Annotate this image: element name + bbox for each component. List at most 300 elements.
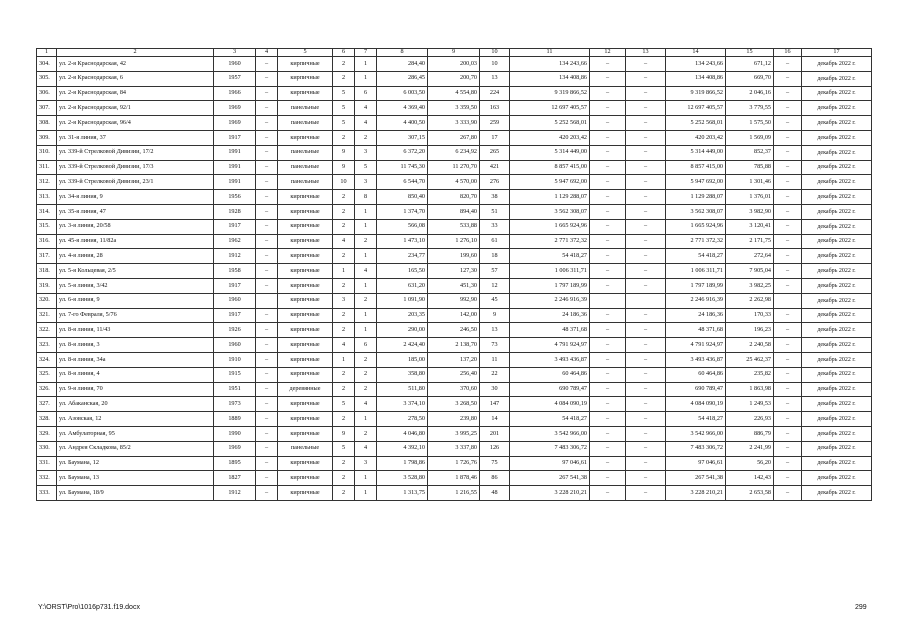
- table-cell: 3 493 436,87: [666, 352, 726, 367]
- table-cell: 326.: [37, 382, 57, 397]
- table-cell: –: [256, 278, 278, 293]
- table-cell: –: [590, 412, 626, 427]
- table-cell: 1917: [214, 308, 256, 323]
- table-cell: –: [256, 219, 278, 234]
- table-cell: 2 771 372,32: [666, 234, 726, 249]
- table-cell: 267 541,38: [666, 471, 726, 486]
- table-cell: 1926: [214, 323, 256, 338]
- table-cell: 1: [355, 71, 377, 86]
- table-cell: кирпичные: [278, 308, 333, 323]
- table-cell: декабрь 2022 г.: [802, 160, 872, 175]
- table-cell: 2 046,16: [726, 86, 774, 101]
- table-cell: 1: [333, 352, 355, 367]
- table-cell: ул. 45-я линия, 11/82а: [57, 234, 214, 249]
- table-cell: 239,80: [428, 412, 480, 427]
- table-cell: 4 369,40: [377, 101, 428, 116]
- table-cell: 1: [355, 412, 377, 427]
- column-number-header: 15: [726, 49, 774, 57]
- table-cell: 48 371,68: [510, 323, 590, 338]
- table-cell: 54 418,27: [666, 249, 726, 264]
- table-cell: 1917: [214, 278, 256, 293]
- table-cell: 4: [355, 441, 377, 456]
- table-cell: 2: [333, 219, 355, 234]
- table-cell: ул. 339-й Стрелковой Дивизии, 17/3: [57, 160, 214, 175]
- table-cell: –: [256, 249, 278, 264]
- table-cell: 203,35: [377, 308, 428, 323]
- table-cell: 325.: [37, 367, 57, 382]
- table-cell: –: [774, 397, 802, 412]
- table-cell: 3 779,55: [726, 101, 774, 116]
- table-cell: 2: [355, 293, 377, 308]
- table-cell: 48: [480, 486, 510, 501]
- table-cell: декабрь 2022 г.: [802, 204, 872, 219]
- table-cell: –: [626, 219, 666, 234]
- table-cell: 2: [333, 308, 355, 323]
- table-cell: декабрь 2022 г.: [802, 278, 872, 293]
- table-cell: 311.: [37, 160, 57, 175]
- table-cell: –: [590, 101, 626, 116]
- table-cell: –: [774, 190, 802, 205]
- table-cell: ул. 2-я Краснодарская, 42: [57, 57, 214, 72]
- table-cell: декабрь 2022 г.: [802, 130, 872, 145]
- table-cell: 7 483 306,72: [666, 441, 726, 456]
- table-cell: –: [626, 57, 666, 72]
- table-cell: панельные: [278, 175, 333, 190]
- column-number-header: 14: [666, 49, 726, 57]
- table-cell: –: [774, 441, 802, 456]
- table-row: [37, 175, 872, 190]
- table-cell: –: [256, 175, 278, 190]
- table-cell: 4 084 090,19: [510, 397, 590, 412]
- table-cell: 511,80: [377, 382, 428, 397]
- table-cell: 75: [480, 456, 510, 471]
- table-cell: –: [590, 71, 626, 86]
- table-cell: –: [626, 471, 666, 486]
- column-number-header: 6: [333, 49, 355, 57]
- table-cell: –: [256, 101, 278, 116]
- table-cell: 894,40: [428, 204, 480, 219]
- table-cell: 5: [333, 86, 355, 101]
- table-cell: 48 371,68: [666, 323, 726, 338]
- table-cell: 234,77: [377, 249, 428, 264]
- table-cell: 33: [480, 219, 510, 234]
- table-cell: 333.: [37, 486, 57, 501]
- table-cell: кирпичные: [278, 130, 333, 145]
- table-cell: –: [774, 101, 802, 116]
- table-cell: –: [626, 234, 666, 249]
- table-cell: –: [590, 116, 626, 131]
- table-cell: –: [590, 456, 626, 471]
- table-cell: –: [590, 397, 626, 412]
- table-cell: ул. 31-я линия, 37: [57, 130, 214, 145]
- table-cell: ул. 7-го Февраля, 5/76: [57, 308, 214, 323]
- table-cell: 1: [355, 204, 377, 219]
- table-cell: кирпичные: [278, 352, 333, 367]
- table-cell: 126: [480, 441, 510, 456]
- table-cell: 200,03: [428, 57, 480, 72]
- table-cell: 10: [480, 57, 510, 72]
- table-cell: –: [590, 278, 626, 293]
- table-cell: –: [256, 412, 278, 427]
- table-row: [37, 234, 872, 249]
- table-cell: декабрь 2022 г.: [802, 145, 872, 160]
- page-number: 299: [855, 604, 867, 611]
- table-cell: ул. 2-я Краснодарская, 96/4: [57, 116, 214, 131]
- table-cell: 1973: [214, 397, 256, 412]
- table-cell: 267 541,38: [510, 471, 590, 486]
- table-cell: 22: [480, 367, 510, 382]
- table-cell: декабрь 2022 г.: [802, 486, 872, 501]
- table-cell: 304.: [37, 57, 57, 72]
- table-cell: 2: [333, 278, 355, 293]
- table-cell: 1962: [214, 234, 256, 249]
- table-cell: 267,80: [428, 130, 480, 145]
- table-cell: –: [590, 308, 626, 323]
- table-cell: –: [590, 175, 626, 190]
- table-cell: –: [626, 486, 666, 501]
- table-cell: 3 337,80: [428, 441, 480, 456]
- table-cell: 1: [333, 264, 355, 279]
- table-cell: 165,50: [377, 264, 428, 279]
- table-cell: 11: [480, 352, 510, 367]
- table-cell: –: [626, 264, 666, 279]
- table-cell: 1991: [214, 145, 256, 160]
- table-cell: 1: [355, 219, 377, 234]
- table-cell: –: [590, 382, 626, 397]
- table-cell: –: [256, 160, 278, 175]
- table-cell: декабрь 2022 г.: [802, 264, 872, 279]
- table-cell: 5: [333, 101, 355, 116]
- table-cell: 57: [480, 264, 510, 279]
- table-cell: 5: [333, 116, 355, 131]
- table-cell: 2: [333, 412, 355, 427]
- table-cell: 8 857 415,00: [510, 160, 590, 175]
- table-cell: 1 878,46: [428, 471, 480, 486]
- table-row: [37, 160, 872, 175]
- table-cell: –: [774, 426, 802, 441]
- table-cell: 566,08: [377, 219, 428, 234]
- table-row: [37, 86, 872, 101]
- table-row: [37, 219, 872, 234]
- table-cell: 1956: [214, 190, 256, 205]
- table-cell: 2 246 916,39: [666, 293, 726, 308]
- table-cell: –: [590, 204, 626, 219]
- table-cell: 224: [480, 86, 510, 101]
- table-cell: 134 408,86: [666, 71, 726, 86]
- table-cell: 4: [355, 264, 377, 279]
- table-cell: –: [774, 471, 802, 486]
- table-cell: –: [626, 130, 666, 145]
- table-cell: 2 240,58: [726, 338, 774, 353]
- table-cell: [256, 293, 278, 308]
- table-cell: –: [256, 397, 278, 412]
- table-cell: кирпичные: [278, 249, 333, 264]
- table-cell: 690 789,47: [666, 382, 726, 397]
- table-cell: 14: [480, 412, 510, 427]
- table-cell: 278,50: [377, 412, 428, 427]
- table-cell: панельные: [278, 145, 333, 160]
- table-cell: 1991: [214, 175, 256, 190]
- table-cell: декабрь 2022 г.: [802, 234, 872, 249]
- table-cell: 1889: [214, 412, 256, 427]
- table-cell: –: [626, 86, 666, 101]
- table-cell: 850,40: [377, 190, 428, 205]
- table-cell: 886,79: [726, 426, 774, 441]
- table-cell: ул. Баумана, 13: [57, 471, 214, 486]
- table-cell: –: [590, 486, 626, 501]
- table-cell: 1 301,46: [726, 175, 774, 190]
- table-cell: –: [774, 57, 802, 72]
- column-number-header: 2: [57, 49, 214, 57]
- table-cell: –: [774, 175, 802, 190]
- table-cell: декабрь 2022 г.: [802, 456, 872, 471]
- table-cell: 11 745,30: [377, 160, 428, 175]
- table-cell: 1915: [214, 367, 256, 382]
- table-cell: 2: [333, 486, 355, 501]
- column-number-header: 5: [278, 49, 333, 57]
- table-row: [37, 323, 872, 338]
- table-cell: –: [256, 204, 278, 219]
- table-cell: 3: [355, 145, 377, 160]
- table-cell: ул. 2-я Краснодарская, 84: [57, 86, 214, 101]
- column-number-header: 7: [355, 49, 377, 57]
- table-cell: 1 665 924,96: [666, 219, 726, 234]
- table-cell: 134 243,66: [666, 57, 726, 72]
- table-cell: кирпичные: [278, 471, 333, 486]
- table-cell: –: [590, 234, 626, 249]
- table-cell: 1 798,86: [377, 456, 428, 471]
- table-cell: ул. 8-я линия, 3: [57, 338, 214, 353]
- table-cell: 370,60: [428, 382, 480, 397]
- table-cell: 147: [480, 397, 510, 412]
- column-number-header: 16: [774, 49, 802, 57]
- table-cell: ул. Баумана, 18/9: [57, 486, 214, 501]
- table-cell: 4 791 924,97: [666, 338, 726, 353]
- table-cell: –: [590, 145, 626, 160]
- table-cell: –: [590, 323, 626, 338]
- table-cell: –: [626, 278, 666, 293]
- table-cell: –: [256, 338, 278, 353]
- table-cell: 8: [355, 190, 377, 205]
- table-cell: –: [626, 160, 666, 175]
- table-cell: 327.: [37, 397, 57, 412]
- table-cell: 201: [480, 426, 510, 441]
- table-cell: 671,12: [726, 57, 774, 72]
- table-cell: –: [590, 190, 626, 205]
- table-cell: 61: [480, 234, 510, 249]
- table-cell: 246,50: [428, 323, 480, 338]
- table-cell: декабрь 2022 г.: [802, 293, 872, 308]
- table-cell: 3 982,25: [726, 278, 774, 293]
- table-cell: –: [774, 367, 802, 382]
- table-cell: 1 129 288,07: [510, 190, 590, 205]
- table-row: [37, 204, 872, 219]
- table-cell: 12: [480, 278, 510, 293]
- table-cell: 2: [355, 367, 377, 382]
- table-row: [37, 486, 872, 501]
- table-cell: панельные: [278, 441, 333, 456]
- table-cell: –: [256, 57, 278, 72]
- table-row: [37, 412, 872, 427]
- table-cell: 1 797 189,99: [666, 278, 726, 293]
- table-cell: ул. Андрея Складкова, 85/2: [57, 441, 214, 456]
- table-cell: 4: [333, 338, 355, 353]
- table-cell: –: [590, 249, 626, 264]
- table-cell: декабрь 2022 г.: [802, 219, 872, 234]
- table-cell: 1958: [214, 264, 256, 279]
- table-cell: ул. 6-я линия, 9: [57, 293, 214, 308]
- table-cell: 2 424,40: [377, 338, 428, 353]
- table-cell: –: [256, 441, 278, 456]
- table-cell: панельные: [278, 160, 333, 175]
- table-cell: ул. Азовская, 12: [57, 412, 214, 427]
- table-cell: 6 544,70: [377, 175, 428, 190]
- table-cell: декабрь 2022 г.: [802, 249, 872, 264]
- table-cell: 86: [480, 471, 510, 486]
- table-cell: 322.: [37, 323, 57, 338]
- table-cell: 1991: [214, 160, 256, 175]
- table-cell: 290,00: [377, 323, 428, 338]
- table-cell: кирпичные: [278, 264, 333, 279]
- column-number-header: 9: [428, 49, 480, 57]
- table-cell: –: [590, 264, 626, 279]
- table-cell: декабрь 2022 г.: [802, 338, 872, 353]
- table-cell: 1 091,90: [377, 293, 428, 308]
- table-row: [37, 456, 872, 471]
- table-row: [37, 441, 872, 456]
- table-cell: –: [256, 71, 278, 86]
- table-cell: –: [774, 204, 802, 219]
- table-cell: ул. 4-я линия, 28: [57, 249, 214, 264]
- table-row: [37, 382, 872, 397]
- table-cell: кирпичные: [278, 57, 333, 72]
- table-cell: кирпичные: [278, 323, 333, 338]
- table-cell: 3 268,50: [428, 397, 480, 412]
- table-row: [37, 145, 872, 160]
- table-cell: –: [590, 471, 626, 486]
- table-cell: 3 982,90: [726, 204, 774, 219]
- table-cell: –: [256, 145, 278, 160]
- table-cell: 1: [355, 249, 377, 264]
- table-cell: декабрь 2022 г.: [802, 323, 872, 338]
- table-cell: –: [626, 426, 666, 441]
- table-cell: 324.: [37, 352, 57, 367]
- table-cell: 199,60: [428, 249, 480, 264]
- table-cell: –: [626, 338, 666, 353]
- table-cell: –: [774, 278, 802, 293]
- table-cell: –: [626, 352, 666, 367]
- table-cell: 1: [355, 323, 377, 338]
- column-number-header: 4: [256, 49, 278, 57]
- table-cell: ул. 5-я Кольцевая, 2/5: [57, 264, 214, 279]
- table-cell: ул. 2-я Краснодарская, 6: [57, 71, 214, 86]
- table-cell: –: [774, 486, 802, 501]
- table-cell: кирпичные: [278, 71, 333, 86]
- table-row: [37, 101, 872, 116]
- table-cell: кирпичные: [278, 278, 333, 293]
- table-cell: 309.: [37, 130, 57, 145]
- table-cell: 54 418,27: [666, 412, 726, 427]
- table-cell: 319.: [37, 278, 57, 293]
- table-cell: 420 203,42: [510, 130, 590, 145]
- table-cell: декабрь 2022 г.: [802, 367, 872, 382]
- table-cell: 259: [480, 116, 510, 131]
- table-cell: 8 857 415,00: [666, 160, 726, 175]
- table-cell: –: [256, 367, 278, 382]
- table-cell: 286,45: [377, 71, 428, 86]
- table-cell: 3 120,41: [726, 219, 774, 234]
- table-cell: 6: [355, 338, 377, 353]
- table-cell: 332.: [37, 471, 57, 486]
- table-cell: 1966: [214, 86, 256, 101]
- table-row: [37, 426, 872, 441]
- table-cell: –: [774, 323, 802, 338]
- table-cell: 235,82: [726, 367, 774, 382]
- table-cell: 1 575,50: [726, 116, 774, 131]
- table-row: [37, 278, 872, 293]
- table-cell: –: [626, 101, 666, 116]
- table-row: [37, 71, 872, 86]
- table-cell: 7 905,04: [726, 264, 774, 279]
- table-cell: 3 374,10: [377, 397, 428, 412]
- table-cell: 1951: [214, 382, 256, 397]
- table-cell: 1: [355, 486, 377, 501]
- table-cell: ул. 8-я линия, 11/43: [57, 323, 214, 338]
- table-cell: 315.: [37, 219, 57, 234]
- table-cell: 1 006 311,71: [666, 264, 726, 279]
- table-cell: 1 216,55: [428, 486, 480, 501]
- table-row: [37, 293, 872, 308]
- table-cell: –: [626, 116, 666, 131]
- table-cell: 54 418,27: [510, 249, 590, 264]
- table-cell: –: [774, 145, 802, 160]
- table-cell: ул. Амбулаторная, 95: [57, 426, 214, 441]
- table-cell: –: [626, 175, 666, 190]
- table-cell: 1960: [214, 293, 256, 308]
- table-cell: 2: [355, 352, 377, 367]
- table-cell: декабрь 2022 г.: [802, 101, 872, 116]
- table-cell: 9: [333, 160, 355, 175]
- table-cell: –: [774, 352, 802, 367]
- table-cell: 310.: [37, 145, 57, 160]
- table-cell: 2: [333, 249, 355, 264]
- table-cell: декабрь 2022 г.: [802, 71, 872, 86]
- table-cell: 2 171,75: [726, 234, 774, 249]
- table-cell: 163: [480, 101, 510, 116]
- table-cell: 2: [333, 71, 355, 86]
- table-cell: 13: [480, 71, 510, 86]
- table-cell: –: [256, 86, 278, 101]
- table-cell: 11 270,70: [428, 160, 480, 175]
- table-cell: [774, 293, 802, 308]
- table-cell: кирпичные: [278, 234, 333, 249]
- table-cell: 308.: [37, 116, 57, 131]
- table-cell: 1 665 924,96: [510, 219, 590, 234]
- table-cell: 323.: [37, 338, 57, 353]
- column-number-row: [37, 49, 872, 57]
- table-cell: 1: [355, 471, 377, 486]
- table-row: [37, 338, 872, 353]
- table-cell: 4 791 924,97: [510, 338, 590, 353]
- table-cell: 312.: [37, 175, 57, 190]
- table-cell: –: [774, 234, 802, 249]
- table-cell: 321.: [37, 308, 57, 323]
- table-cell: 25 462,37: [726, 352, 774, 367]
- table-cell: –: [774, 456, 802, 471]
- table-cell: 1827: [214, 471, 256, 486]
- column-number-header: 1: [37, 49, 57, 57]
- table-row: [37, 249, 872, 264]
